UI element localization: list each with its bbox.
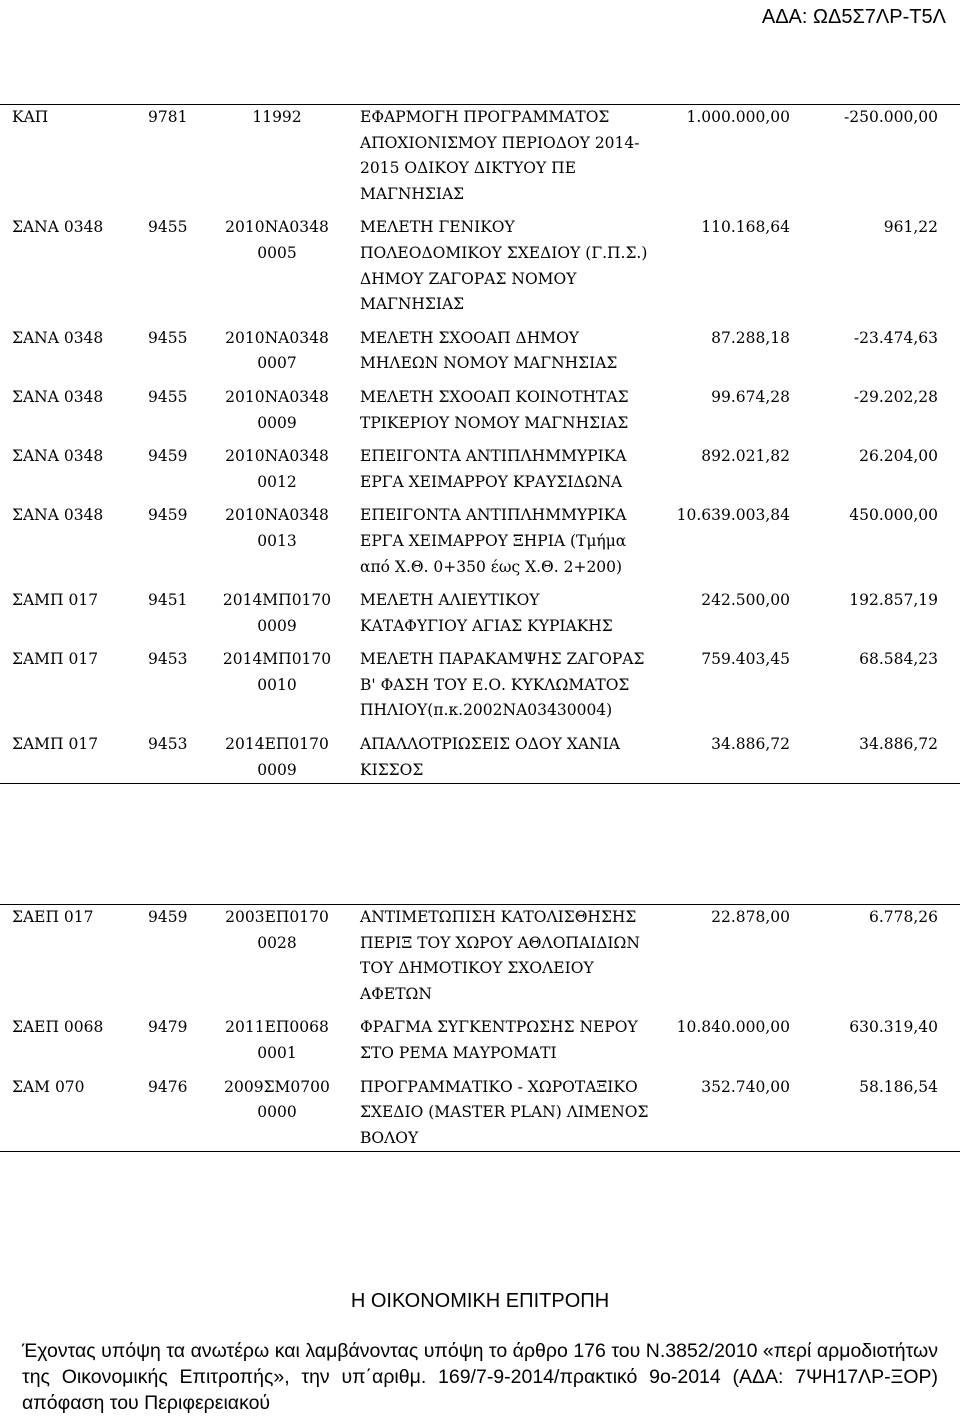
row-project-code: 2010ΝΑ0348 0012 xyxy=(225,447,329,491)
row-amount-1: 10.840.000,00 xyxy=(676,1018,790,1037)
row-spacer-cell xyxy=(0,1007,960,1015)
row-category: ΣΑΝΑ 0348 xyxy=(12,218,104,237)
row-amount-2: 450.000,00 xyxy=(849,506,938,525)
row-category: ΣΑΝΑ 0348 xyxy=(12,447,104,466)
row-description xyxy=(338,105,670,208)
row-amount-1: 22.878,00 xyxy=(711,908,790,926)
row-amount-1: 10.639.003,84 xyxy=(676,506,790,525)
row-amount-2: 58.186,54 xyxy=(859,1077,938,1096)
row-amount-1: 110.168,64 xyxy=(701,218,790,237)
budget-table-2 xyxy=(0,904,960,1152)
row-spacer xyxy=(0,377,960,385)
row-amount-1: 99.674,28 xyxy=(711,387,790,406)
description-text: ΜΕΛΕΤΗ ΓΕΝΙΚΟΥ ΠΟΛΕΟΔΟΜΙΚΟΥ ΣΧΕΔΙΟΥ (Γ.Π.Σ.) ΔΗΜΟΥ ΖΑΓΟΡΑΣ ΝΟΜΟΥ ΜΑΓΝΗΣΙΑΣ xyxy=(360,218,648,314)
row-project-code: 2014ΜΠ0170 0009 xyxy=(222,591,332,635)
row-amount-2: 68.584,23 xyxy=(859,650,938,669)
row-amount-1: 87.288,18 xyxy=(711,328,790,347)
row-spacer xyxy=(0,495,960,503)
description-text: ΑΝΤΙΜΕΤΩΠΙΣΗ ΚΑΤΟΛΙΣΘΗΣΗΣ ΠΕΡΙΞ ΤΟΥ ΧΩΡΟΥ ΑΘΛΟΠΑΙΔΙΩΝ ΤΟΥ ΔΗΜΟΤΙΚΟΥ ΣΧΟΛΕΙΟΥ ΑΦΕΤΩΝ xyxy=(360,908,640,1003)
row-spacer-cell xyxy=(0,639,960,647)
ada-code: ΑΔΑ: ΩΔ5Σ7ΛΡ-Τ5Λ xyxy=(761,6,946,28)
table-row xyxy=(0,215,960,317)
description-text: ΑΠΑΛΛΟΤΡΙΩΣΕΙΣ ΟΔΟΥ ΧΑΝΙΑ ΚΙΣΣΟΣ xyxy=(360,735,620,779)
row-amount-1: 759.403,45 xyxy=(701,650,790,669)
table-row xyxy=(0,588,960,639)
budget-table-1 xyxy=(0,104,960,784)
row-description xyxy=(338,1015,670,1066)
row-spacer xyxy=(0,580,960,588)
row-category: ΣΑΝΑ 0348 xyxy=(12,328,104,347)
row-project-code: 2003ΕΠ0170 0028 xyxy=(225,908,329,952)
row-amount-2: -29.202,28 xyxy=(853,387,938,406)
row-amount-1: 242.500,00 xyxy=(701,591,790,610)
row-spacer-cell xyxy=(0,724,960,732)
row-spacer xyxy=(0,724,960,732)
description-text: ΕΦΑΡΜΟΓΗ ΠΡΟΓΡΑΜΜΑΤΟΣ ΑΠΟΧΙΟΝΙΣΜΟΥ ΠΕΡΙΟΔΟΥ 2014-2015 ΟΔΙΚΟΥ ΔΙΚΤΥΟΥ ΠΕ ΜΑΓΝΗΣΙΑΣ xyxy=(360,108,640,203)
row-spacer xyxy=(0,639,960,647)
row-description xyxy=(338,1075,670,1152)
row-code: 9476 xyxy=(148,1077,188,1096)
table-row xyxy=(0,503,960,580)
row-category: ΣΑΜΠ 017 xyxy=(12,650,99,669)
row-amount-2: 630.319,40 xyxy=(849,1018,938,1037)
row-description xyxy=(338,215,670,317)
committee-title: Η ΟΙΚΟΝΟΜΙΚΗ ΕΠΙΤΡΟΠΗ xyxy=(350,1290,610,1312)
row-category: ΣΑΜΠ 017 xyxy=(12,735,99,754)
description-text: ΠΡΟΓΡΑΜΜΑΤΙΚΟ - ΧΩΡΟΤΑΞΙΚΟ ΣΧΕΔΙΟ (MASTER PLAN) ΛΙΜΕΝΟΣ ΒΟΛΟΥ xyxy=(360,1077,649,1147)
description-text: ΜΕΛΕΤΗ ΠΑΡΑΚΑΜΨΗΣ ΖΑΓΟΡΑΣ Β' ΦΑΣΗ ΤΟΥ Ε.Ο. ΚΥΚΛΩΜΑΤΟΣ ΠΗΛΙΟΥ(π.κ.2002ΝΑ03430004) xyxy=(360,650,645,720)
row-project-code: 11992 xyxy=(252,108,302,126)
row-project-code: 2011ΕΠ0068 0001 xyxy=(225,1018,329,1062)
row-spacer-cell xyxy=(0,580,960,588)
row-spacer xyxy=(0,1007,960,1015)
row-amount-2: 192.857,19 xyxy=(849,591,938,610)
row-spacer xyxy=(0,318,960,326)
row-description xyxy=(338,905,670,1008)
row-category: ΣΑΜΠ 017 xyxy=(12,591,99,610)
row-amount-2: 961,22 xyxy=(883,218,938,237)
row-description xyxy=(338,326,670,377)
row-project-code: 2014ΜΠ0170 0010 xyxy=(222,650,332,694)
row-spacer xyxy=(0,207,960,215)
row-project-code: 2010ΝΑ0348 0013 xyxy=(225,506,329,550)
row-code: 9451 xyxy=(148,591,188,610)
row-description xyxy=(338,444,670,495)
row-category: ΣΑΜ 070 xyxy=(12,1077,85,1096)
row-spacer-cell xyxy=(0,495,960,503)
description-text: ΕΠΕΙΓΟΝΤΑ ΑΝΤΙΠΛΗΜΜΥΡΙΚΑ ΕΡΓΑ ΧΕΙΜΑΡΡΟΥ ΚΡΑΥΣΙΔΩΝΑ xyxy=(360,447,627,491)
row-description xyxy=(338,647,670,724)
row-amount-2: 34.886,72 xyxy=(859,735,938,754)
table-row xyxy=(0,647,960,724)
row-code: 9453 xyxy=(148,735,188,754)
row-amount-1: 1.000.000,00 xyxy=(686,108,790,126)
row-spacer-cell xyxy=(0,318,960,326)
row-project-code: 2009ΣΜ0700 0000 xyxy=(224,1077,330,1122)
row-description xyxy=(338,503,670,580)
row-amount-1: 892.021,82 xyxy=(701,447,790,466)
row-amount-2: 26.204,00 xyxy=(859,447,938,466)
row-category: ΣΑΕΠ 017 xyxy=(12,908,94,926)
row-project-code: 2010ΝΑ0348 0009 xyxy=(225,387,329,432)
table-row xyxy=(0,1075,960,1152)
row-amount-1: 352.740,00 xyxy=(701,1077,790,1096)
row-category: ΣΑΝΑ 0348 xyxy=(12,506,104,525)
row-category: ΚΑΠ xyxy=(12,108,49,126)
row-code: 9781 xyxy=(148,108,188,126)
row-description xyxy=(338,385,670,436)
table-row xyxy=(0,326,960,377)
row-project-code: 2010ΝΑ0348 0007 xyxy=(225,328,329,373)
table-row xyxy=(0,732,960,784)
table-row xyxy=(0,385,960,436)
description-text: ΜΕΛΕΤΗ ΣΧΟΟΑΠ ΚΟΙΝΟΤΗΤΑΣ ΤΡΙΚΕΡΙΟΥ ΝΟΜΟΥ ΜΑΓΝΗΣΙΑΣ xyxy=(360,387,629,432)
row-code: 9455 xyxy=(148,387,188,406)
row-code: 9479 xyxy=(148,1018,188,1037)
row-project-code: 2010ΝΑ0348 0005 xyxy=(225,218,329,262)
row-amount-2: 6.778,26 xyxy=(868,908,938,926)
row-spacer xyxy=(0,1067,960,1075)
row-spacer-cell xyxy=(0,377,960,385)
row-code: 9459 xyxy=(148,908,188,926)
row-description xyxy=(338,588,670,639)
row-description xyxy=(338,732,670,784)
row-code: 9453 xyxy=(148,650,188,669)
table-row xyxy=(0,105,960,208)
row-code: 9455 xyxy=(148,218,188,237)
row-spacer-cell xyxy=(0,436,960,444)
table-row xyxy=(0,1015,960,1066)
description-text: ΦΡΑΓΜΑ ΣΥΓΚΕΝΤΡΩΣΗΣ ΝΕΡΟΥ ΣΤΟ ΡΕΜΑ ΜΑΥΡΟΜΑΤΙ xyxy=(360,1018,638,1062)
row-spacer-cell xyxy=(0,1067,960,1075)
row-spacer-cell xyxy=(0,207,960,215)
row-amount-2: -23.474,63 xyxy=(853,328,938,347)
row-spacer xyxy=(0,436,960,444)
row-amount-2: -250.000,00 xyxy=(844,108,938,126)
row-code: 9455 xyxy=(148,328,188,347)
table-row xyxy=(0,905,960,1008)
decision-text: Έχοντας υπόψη τα ανωτέρω και λαμβάνοντας υπόψη το άρθρο 176 του Ν.3852/2010 «περί αρμοδιοτήτων της Οικονομικής Επιτροπής», την υπ΄αριθμ. 169/7-9-2014/πρακτικό 9ο-2014 (ΑΔΑ: 7ΨΗ17ΛΡ-ΞΟΡ) απόφαση του Περιφερειακού xyxy=(22,1340,938,1414)
row-category: ΣΑΝΑ 0348 xyxy=(12,387,104,406)
description-text: ΕΠΕΙΓΟΝΤΑ ΑΝΤΙΠΛΗΜΜΥΡΙΚΑ ΕΡΓΑ ΧΕΙΜΑΡΡΟΥ ΞΗΡΙΑ (Τμήμα από Χ.Θ. 0+350 έως Χ.Θ. 2+200) xyxy=(360,506,627,576)
row-code: 9459 xyxy=(148,506,188,525)
description-text: ΜΕΛΕΤΗ ΑΛΙΕΥΤΙΚΟΥ ΚΑΤΑΦΥΓΙΟΥ ΑΓΙΑΣ ΚΥΡΙΑΚΗΣ xyxy=(360,591,613,635)
row-category: ΣΑΕΠ 0068 xyxy=(12,1018,104,1037)
table-row xyxy=(0,444,960,495)
row-code: 9459 xyxy=(148,447,188,466)
row-project-code: 2014ΕΠ0170 0009 xyxy=(225,735,329,779)
description-text: ΜΕΛΕΤΗ ΣΧΟΟΑΠ ΔΗΜΟΥ ΜΗΛΕΩΝ ΝΟΜΟΥ ΜΑΓΝΗΣΙΑΣ xyxy=(360,328,618,373)
row-amount-1: 34.886,72 xyxy=(711,735,790,754)
